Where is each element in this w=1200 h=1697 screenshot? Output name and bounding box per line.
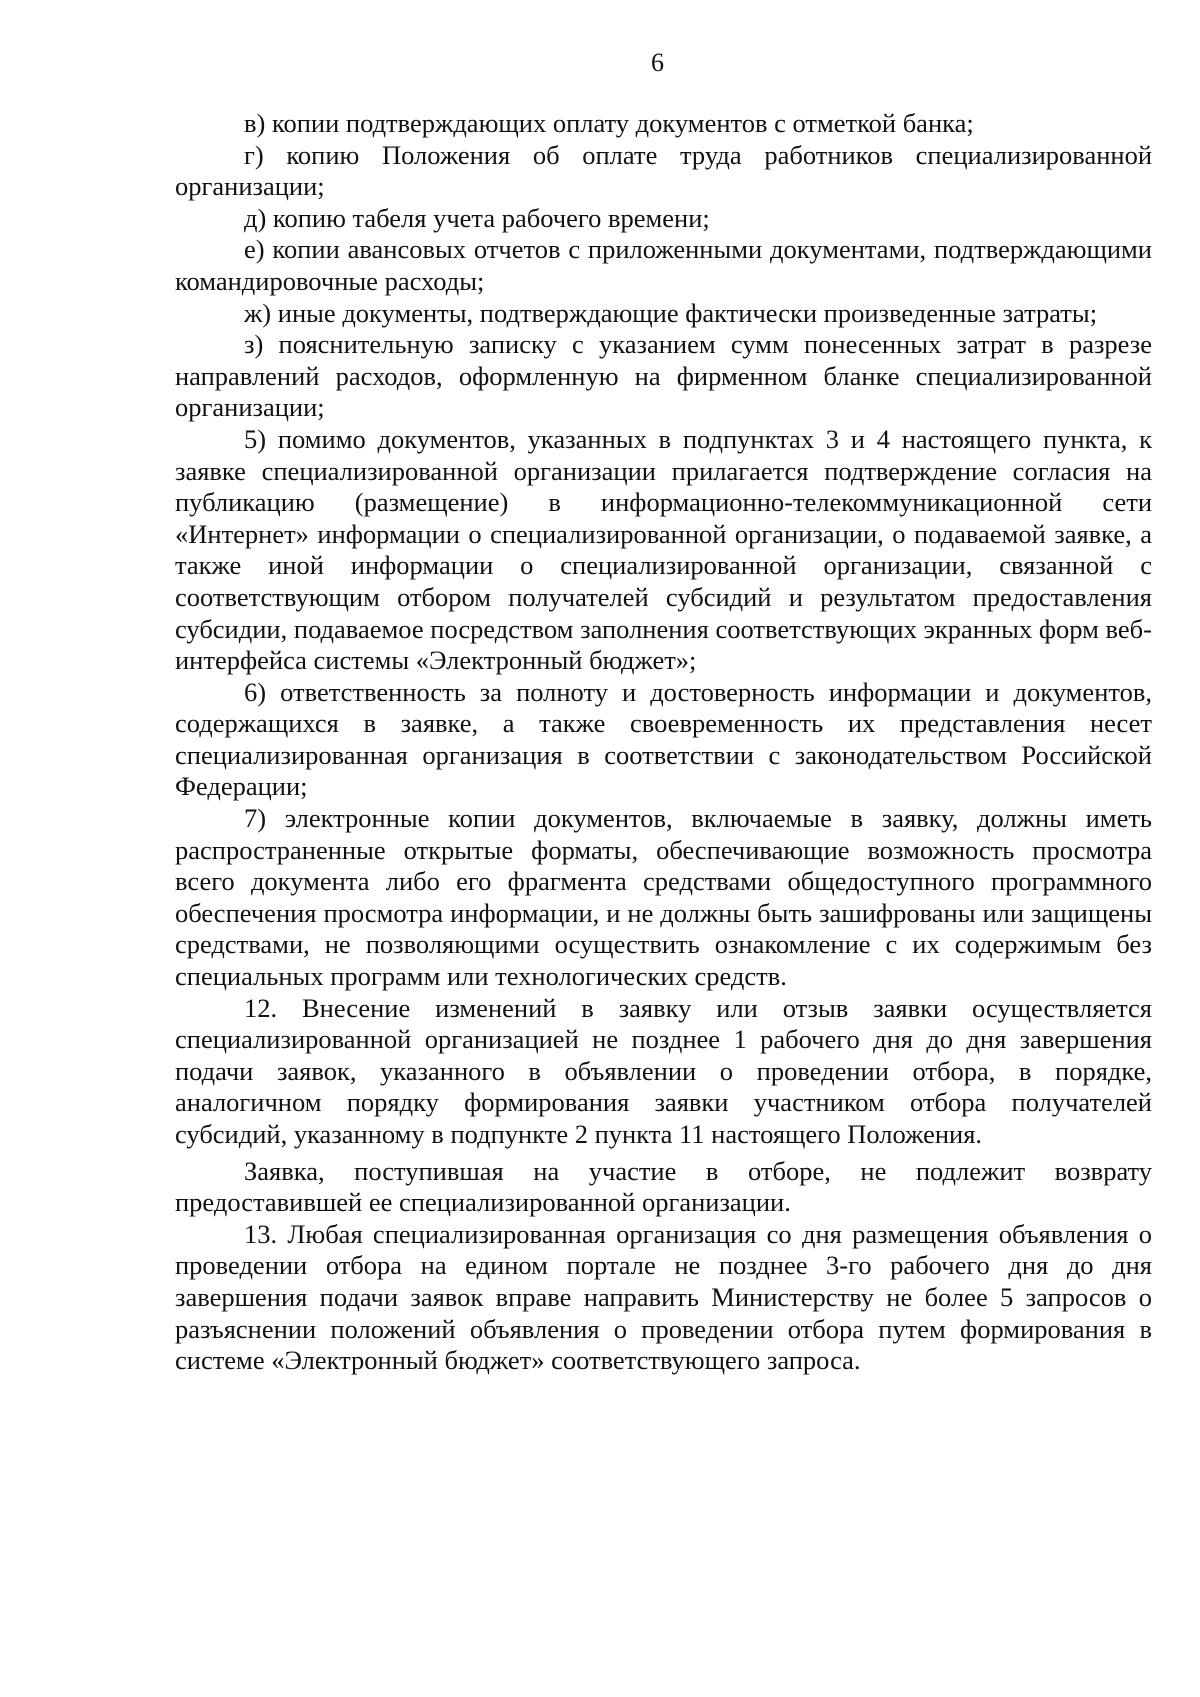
paragraph-item-v: в) копии подтверждающих оплату документов с отметкой банка; (244, 108, 974, 138)
paragraph-item-d: д) копию табеля учета рабочего времени; (244, 202, 710, 233)
paragraph-item-5: 5) помимо документов, указанных в подпунктах 3 и 4 настоящего пункта, к заявке специализированной организации прилагается подтверждение согласия на публикацию (размещение) в информационно-телекоммуникационной сети «Интернет» информации о специализированной организации, о подаваемой заявке, а также иной информации о специализированной организации, связанной с соответствующим отбором получателей субсидий и результатом предоставления субсидии, подаваемое посредством заполнения соответствующих экранных форм веб-интерфейса системы «Электронный бюджет»; (175, 423, 1152, 676)
paragraph-item-7: 7) электронные копии документов, включаемые в заявку, должны иметь распространенные открытые форматы, обеспечивающие возможность просмотра всего документа либо его фрагмента средствами общедоступного программного обеспечения просмотра информации, и не должны быть зашифрованы или защищены средствами, не позволяющими осуществить ознакомление с их содержимым без специальных программ или технологических средств. (175, 803, 1152, 992)
paragraph-item-e: е) копии авансовых отчетов с приложенными документами, подтверждающими командировочные расходы; (175, 234, 1152, 296)
document-body (175, 108, 1152, 1377)
paragraph-item-g: г) копию Положения об оплате труда работников специализированной организации; (175, 139, 1152, 202)
paragraph-clause-12: 12. Внесение изменений в заявку или отзыв заявки осуществляется специализированной организацией не позднее 1 рабочего дня до дня завершения подачи заявок, указанного в объявлении о проведении отбора, в порядке, аналогичном порядку формирования заявки участником отбора получателей субсидий, указанному в подпункте 2 пункта 11 настоящего Положения. (175, 992, 1152, 1149)
paragraph-item-6: 6) ответственность за полноту и достоверность информации и документов, содержащихся в заявке, а также своевременность их представления несет специализированная организация в соответствии с законодательством Российской Федерации; (175, 676, 1152, 802)
paragraph-item-zh: ж) иные документы, подтверждающие фактически произведенные затраты; (244, 297, 1098, 328)
page-number: 6 (651, 48, 664, 77)
paragraph-clause-13: 13. Любая специализированная организация со дня размещения объявления о проведении отбора на едином портале не позднее 3-го рабочего дня до дня завершения подачи заявок вправе направить Министерству не более 5 запросов о разъяснении положений объявления о проведении отбора путем формирования в системе «Электронный бюджет» соответствующего запроса. (175, 1218, 1152, 1376)
paragraph-item-z: з) пояснительную записку с указанием сумм понесенных затрат в разрезе направлений расходов, оформленную на фирменном бланке специализированной организации; (175, 329, 1152, 423)
paragraph-application-return: Заявка, поступившая на участие в отборе, не подлежит возврату предоставившей ее специализированной организации. (175, 1155, 1152, 1218)
